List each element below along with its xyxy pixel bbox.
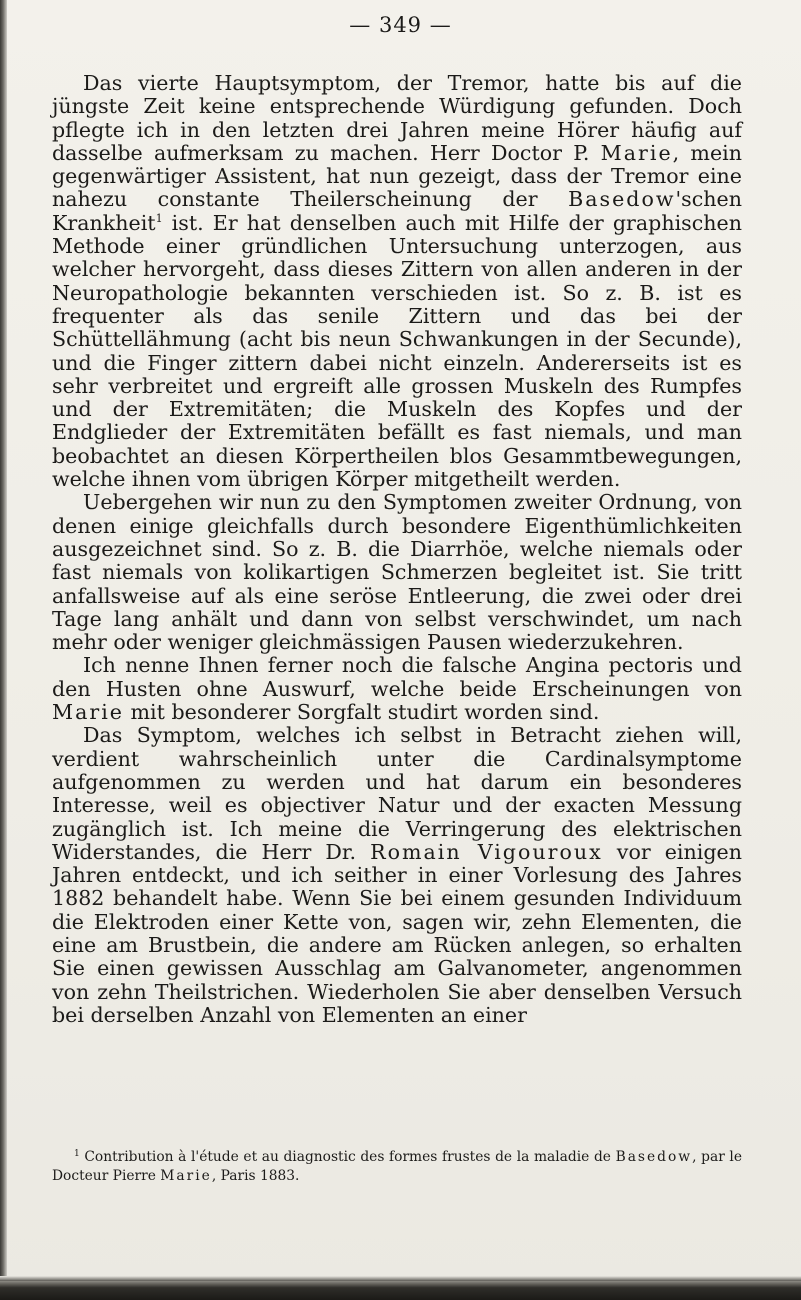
person-name: Romain Vigouroux [370,839,603,864]
text-segment: , Paris 1883. [211,1168,300,1184]
page-bottom-edge [0,1281,801,1300]
text-segment: mit besonderer Sorgfalt studirt worden sind. [123,700,600,725]
person-name: Marie [160,1168,212,1184]
paragraph [52,491,742,654]
text-segment: vor einigen Jahren entdeckt, und ich seither in einer Vorlesung des Jahres 1882 behandelt habe. Wenn Sie bei einem gesunden Individuum die Elektroden einer Kette von, sagen wir, zehn Elementen, die eine am Brustbein, die andere am Rücken anlegen, so erhalten Sie einen gewissen Ausschlag am Galvanometer, angenommen von zehn Theilstrichen. Wiederholen Sie aber denselben Versuch bei derselben Anzahl von Elementen an einer [52,839,742,1027]
footnote-reference: 1 [155,211,163,225]
body-text [52,72,742,1027]
text-segment: , mein gegenwärtiger Assistent, hat nun gezeigt, dass der Tremor eine nahezu constante Theilerscheinung der [52,140,742,212]
text-segment: Ich nenne Ihnen ferner noch die falsche Angina pectoris und den Husten ohne Auswurf, welche beide Erscheinungen von [52,653,742,701]
page-number: — 349 — [349,13,452,37]
text-segment: Das vierte Hauptsymptom, der Tremor, hatte bis auf die jüngste Zeit keine entsprechende Würdigung gefunden. Doch pflegte ich in den letzten drei Jahren meine Hörer häufig auf dasselbe aufmerksam zu machen. Herr Doctor P. [52,71,742,165]
paragraph [52,724,742,1027]
text-segment: ist. Er hat denselben auch mit Hilfe der graphischen Methode einer gründlichen Untersuchung unterzogen, aus welcher hervorgeht, dass dieses Zittern von allen anderen in der Neuropathologie bekannten verschieden ist. So z. B. ist es frequenter als das senile Zittern und das bei der Schüttellähmung (acht bis neun Schwankungen in der Secunde), und die Finger zittern dabei nicht einzeln. Andererseits ist es sehr verbreitet und ergreift alle grossen Muskeln des Rumpfes und der Extremitäten; die Muskeln des Kopfes und der Endglieder der Extremitäten befällt es fast niemals, und man beobachtet an diesen Körpertheilen blos Gesammtbewegungen, welche ihnen vom übrigen Körper mitgetheilt werden. [52,210,742,492]
person-name: Basedow [615,1149,693,1165]
person-name: Marie [52,700,124,725]
footnote [52,1145,742,1186]
page-binding-edge [0,0,7,1300]
text-segment: Uebergehen wir nun zu den Symptomen zweiter Ordnung, von denen einige gleichfalls durch besondere Eigenthümlichkeiten ausgezeichnet sind. So z. B. die Diarrhöe, welche niemals oder fast niemals von kolikartigen Schmerzen begleitet ist. Sie tritt anfallsweise auf als eine seröse Entleerung, die zwei oder drei Tage lang anhält und dann von selbst verschwindet, um nach mehr oder weniger gleichmässigen Pausen wiederzukehren. [52,490,742,655]
person-name: Marie [600,140,673,165]
paragraph [52,654,742,724]
text-segment: Das Symptom, welches ich selbst in Betracht ziehen will, verdient wahrscheinlich unter die Cardinalsymptome aufgenommen zu werden und hat darum ein besonderes Interesse, weil es objectiver Natur und der exacten Messung zugänglich ist. Ich meine die Verringerung des elektrischen Widerstandes, die Herr Dr. [52,723,742,864]
footnote-mark: 1 [74,1149,80,1159]
text-segment: Contribution à l'étude et au diagnostic des formes frustes de la maladie de [84,1149,616,1165]
text-segment: 'schen Krankheit [52,187,742,235]
footnote-text [52,1149,742,1184]
person-name: Basedow [568,187,676,212]
paragraph [52,72,742,491]
text-segment: , par le Docteur Pierre [52,1149,742,1184]
